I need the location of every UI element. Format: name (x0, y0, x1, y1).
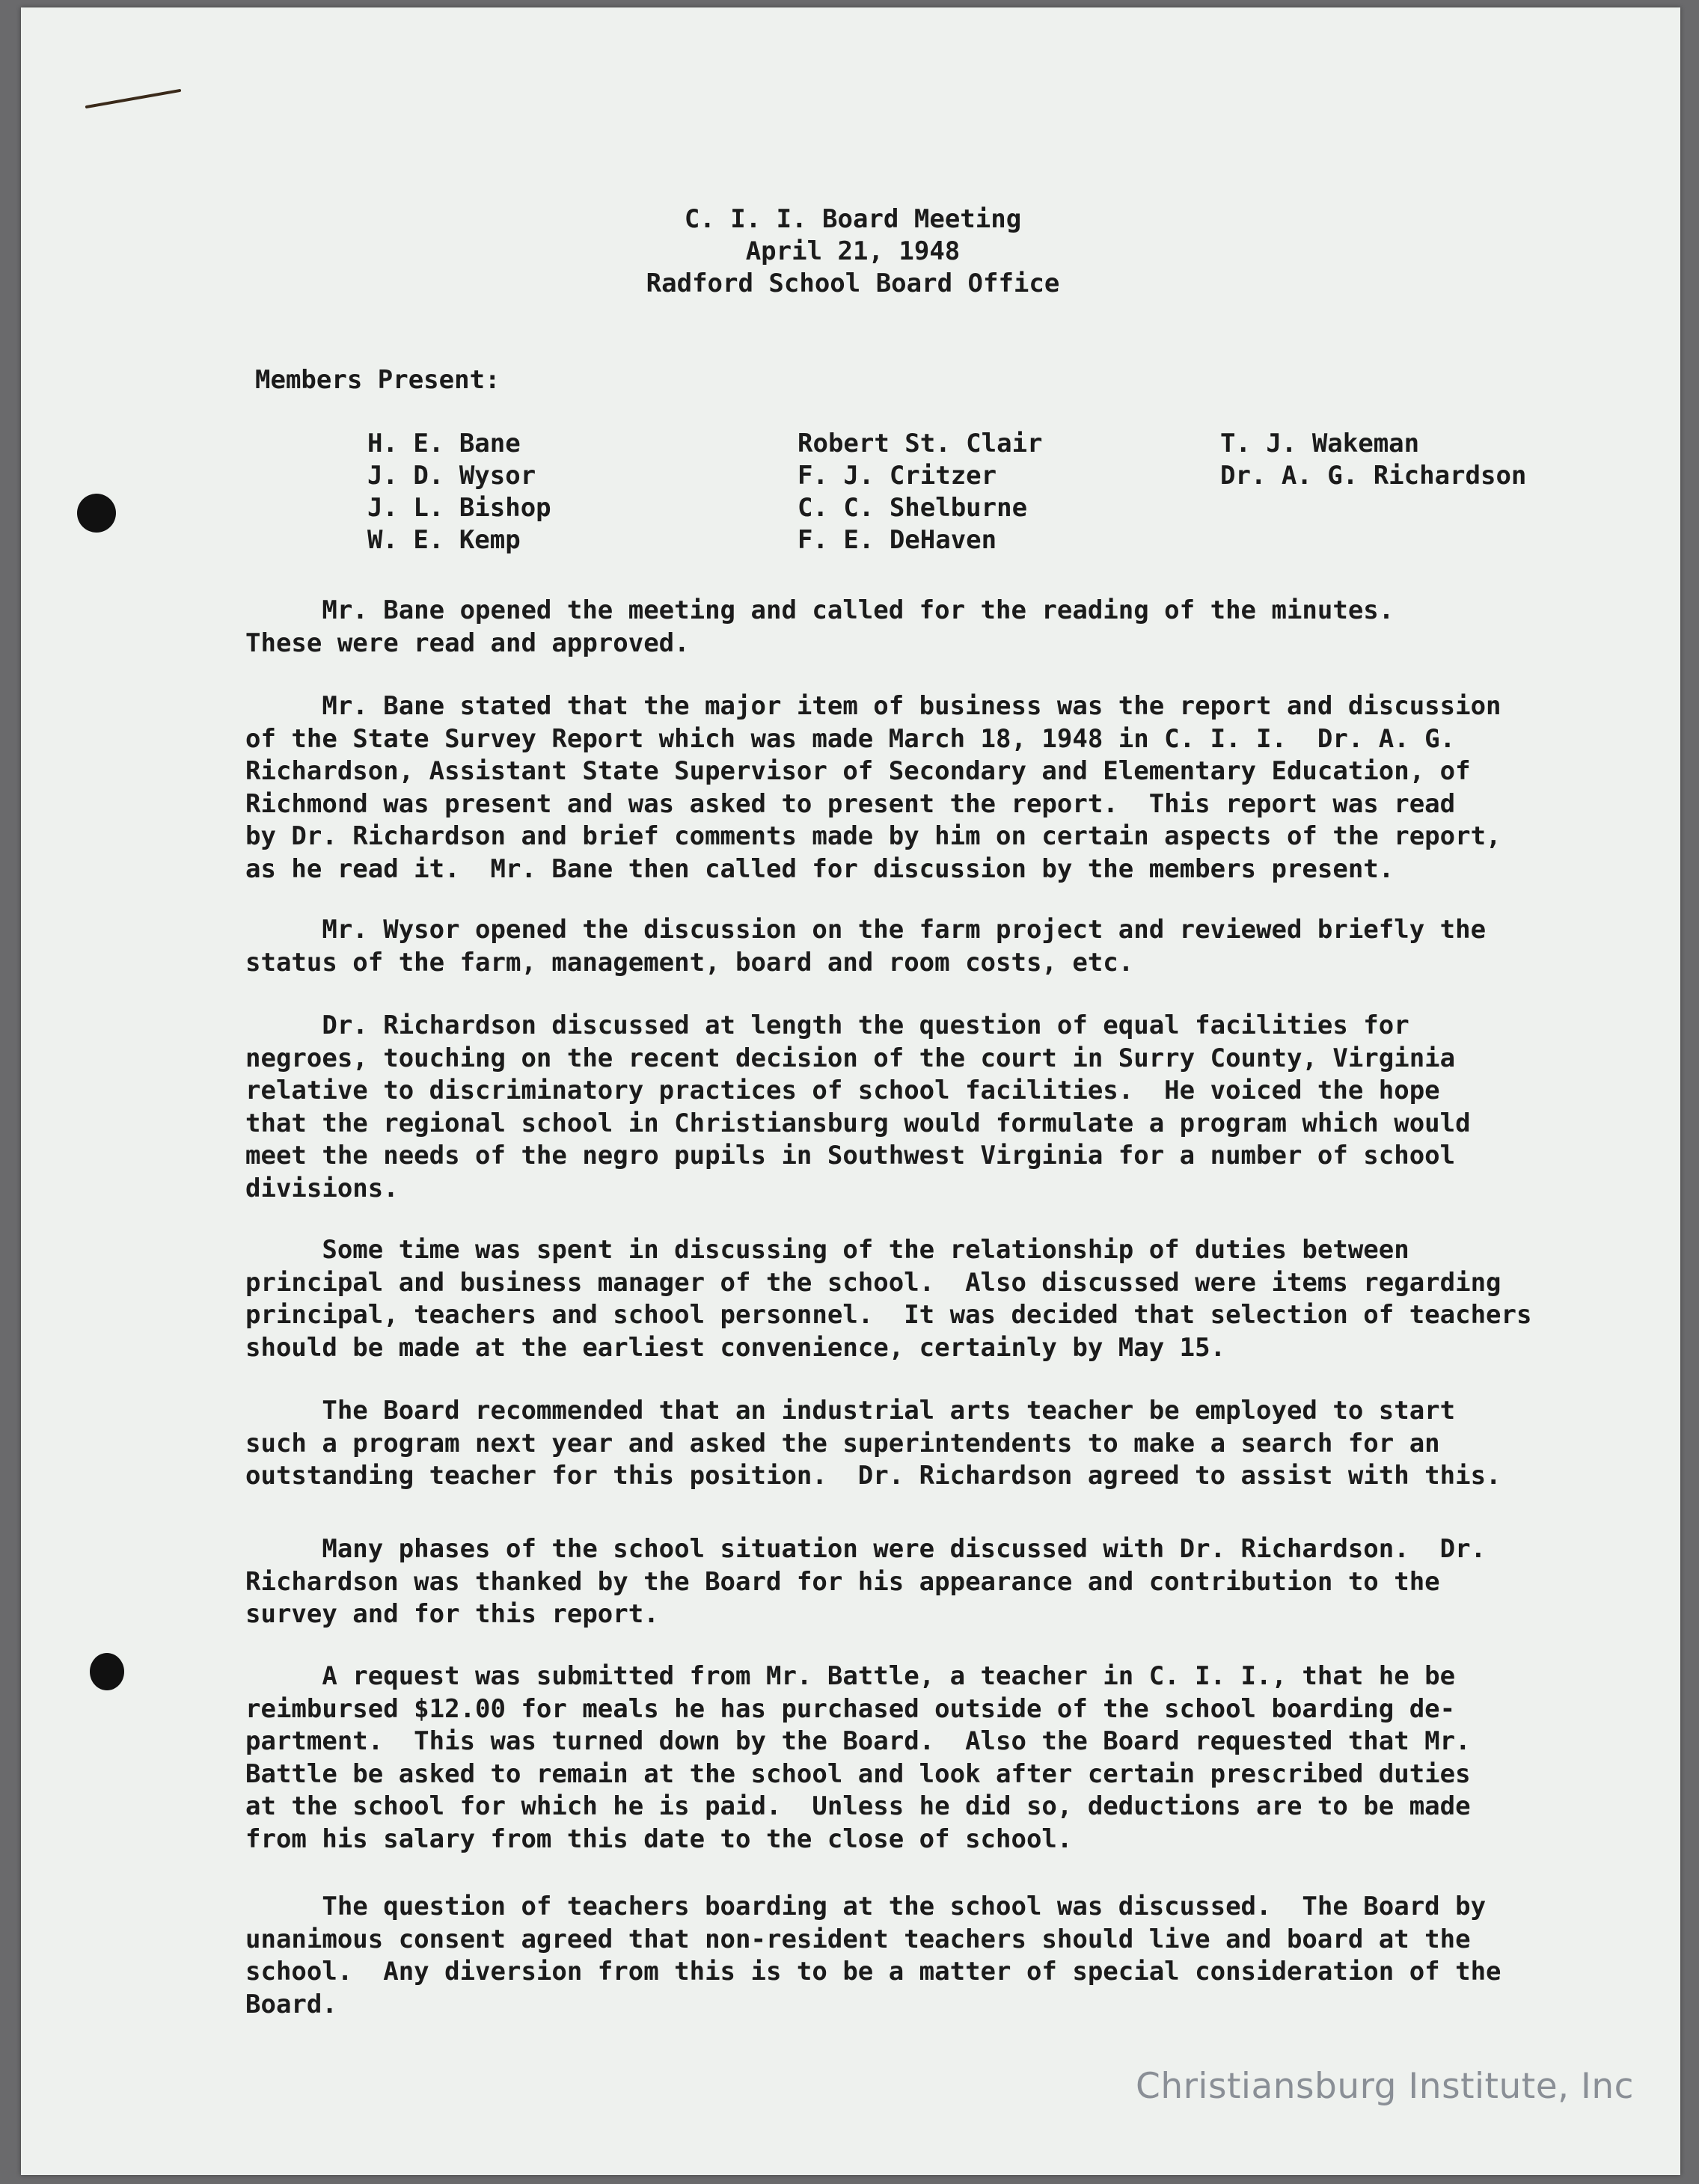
text-line: reimbursed $12.00 for meals he has purchased outside of the school boarding de- (245, 1693, 1456, 1724)
member-name: H. E. Bane (367, 429, 521, 458)
text-line: such a program next year and asked the superintendents to make a search for an (245, 1428, 1440, 1458)
text-line: Battle be asked to remain at the school and look after certain prescribed duties (245, 1758, 1471, 1789)
text-line: Some time was spent in discussing of the relationship of duties between (245, 1235, 1409, 1265)
members-column-1 (367, 428, 551, 556)
text-line: partment. This was turned down by the Board. Also the Board requested that Mr. (245, 1726, 1471, 1756)
member-name: Robert St. Clair (798, 429, 1043, 458)
text-line: unanimous consent agreed that non-resident teachers should live and board at the (245, 1924, 1471, 1954)
member-name: J. L. Bishop (367, 493, 551, 523)
text-line: relative to discriminatory practices of school facilities. He voiced the hope (245, 1076, 1440, 1105)
text-line: should be made at the earliest convenience, certainly by May 15. (245, 1332, 1226, 1363)
typed-minutes (21, 7, 1680, 2175)
text-line: These were read and approved. (245, 628, 690, 658)
member-name: W. E. Kemp (367, 525, 521, 555)
text-line: by Dr. Richardson and brief comments made by him on certain aspects of the report, (245, 821, 1501, 851)
text-line: The question of teachers boarding at the school was discussed. The Board by (245, 1892, 1487, 1921)
member-name: Dr. A. G. Richardson (1220, 461, 1527, 491)
text-line: Richardson, Assistant State Supervisor of Secondary and Elementary Education, of (245, 756, 1471, 786)
text-line: of the State Survey Report which was made March 18, 1948 in C. I. I. Dr. A. G. (245, 723, 1456, 754)
text-line: outstanding teacher for this position. Dr. Richardson agreed to assist with this. (245, 1461, 1501, 1491)
text-line: principal and business manager of the school. Also discussed were items regarding (245, 1267, 1501, 1298)
paragraph-opening (245, 595, 1637, 660)
watermark: Christiansburg Institute, Inc (1136, 2066, 1634, 2107)
member-name: F. E. DeHaven (798, 525, 997, 555)
text-line: status of the farm, management, board and room costs, etc. (245, 947, 1134, 978)
text-line: principal, teachers and school personnel. It was decided that selection of teachers (245, 1300, 1532, 1330)
text-line: school. Any diversion from this is to be a matter of special consideration of the (245, 1957, 1501, 1987)
members-present-label: Members Present: (255, 365, 500, 395)
text-line: The Board recommended that an industrial arts teacher be employed to start (245, 1396, 1456, 1426)
paragraph-farm-project (245, 914, 1637, 979)
text-line: divisions. (245, 1173, 399, 1203)
paragraph-duties (245, 1234, 1637, 1364)
meeting-title: C. I. I. Board Meeting (684, 204, 1022, 234)
paragraph-equal-facilities (245, 1010, 1637, 1205)
paragraph-survey-report (245, 690, 1637, 886)
header (21, 203, 1680, 300)
members-column-3 (1220, 428, 1526, 492)
text-line: as he read it. Mr. Bane then called for discussion by the members present. (245, 853, 1395, 884)
text-line: meet the needs of the negro pupils in Southwest Virginia for a number of school (245, 1141, 1456, 1171)
text-line: A request was submitted from Mr. Battle, a teacher in C. I. I., that he be (245, 1661, 1456, 1691)
paragraph-school-situation (245, 1533, 1637, 1631)
text-line: Mr. Wysor opened the discussion on the farm project and reviewed briefly the (245, 915, 1487, 945)
text-line: Mr. Bane opened the meeting and called for the reading of the minutes. (245, 595, 1395, 625)
text-line: Richardson was thanked by the Board for his appearance and contribution to the (245, 1566, 1440, 1597)
document-page (21, 7, 1680, 2175)
member-name: C. C. Shelburne (798, 493, 1028, 523)
member-name: J. D. Wysor (367, 461, 536, 491)
member-name: F. J. Critzer (798, 461, 997, 491)
paragraph-teachers-boarding (245, 1891, 1637, 2021)
text-line: from his salary from this date to the close of school. (245, 1823, 1073, 1854)
text-line: negroes, touching on the recent decision of the court in Surry County, Virginia (245, 1043, 1456, 1073)
text-line: that the regional school in Christiansburg would formulate a program which would (245, 1108, 1471, 1138)
members-column-2 (798, 428, 1043, 556)
text-line: Mr. Bane stated that the major item of business was the report and discussion (245, 691, 1501, 721)
text-line: survey and for this report. (245, 1599, 659, 1629)
paragraph-industrial-arts (245, 1395, 1637, 1493)
meeting-location: Radford School Board Office (646, 269, 1060, 298)
member-name: T. J. Wakeman (1220, 429, 1420, 458)
text-line: Dr. Richardson discussed at length the question of equal facilities for (245, 1010, 1409, 1040)
text-line: Many phases of the school situation were discussed with Dr. Richardson. Dr. (245, 1534, 1487, 1564)
meeting-date: April 21, 1948 (745, 236, 961, 266)
text-line: at the school for which he is paid. Unless he did so, deductions are to be made (245, 1791, 1471, 1821)
paragraph-battle-request (245, 1660, 1637, 1856)
text-line: Board. (245, 1989, 337, 2019)
text-line: Richmond was present and was asked to present the report. This report was read (245, 788, 1456, 819)
